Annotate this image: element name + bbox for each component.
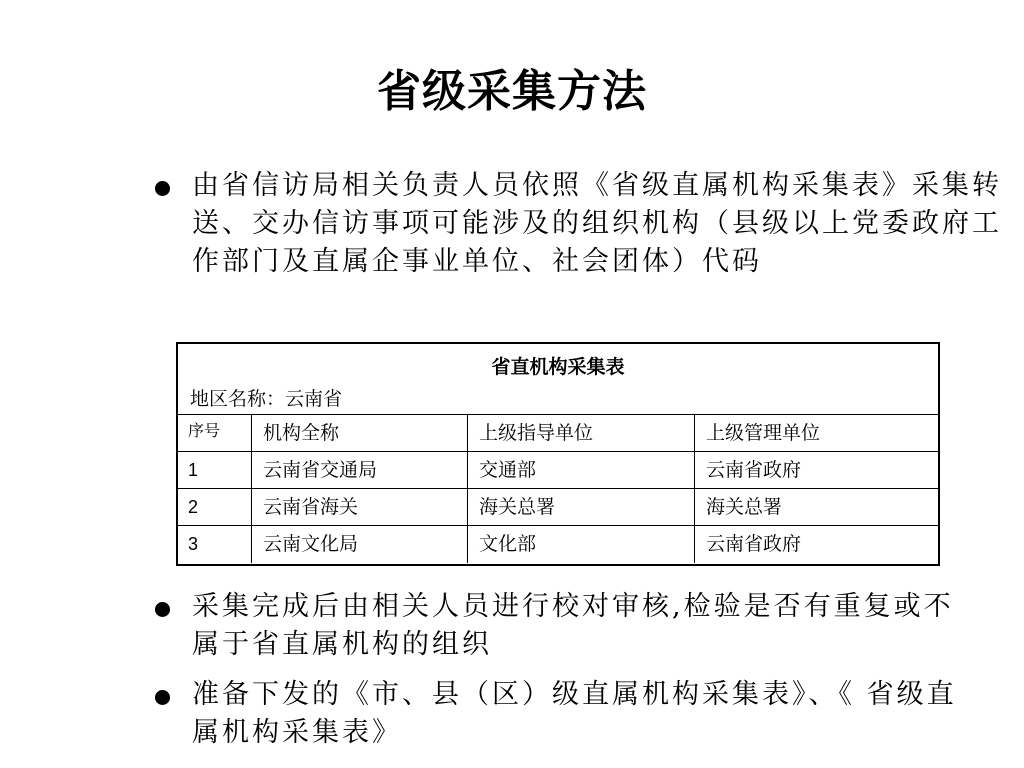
table-cell: 1 [178, 452, 252, 488]
table-cell: 云南文化局 [252, 526, 468, 563]
column-header: 上级管理单位 [706, 422, 821, 444]
table-row [178, 452, 938, 489]
bullet-dot-icon [155, 690, 170, 705]
bullet-text: 准备下发的《市、县（区）级直属机构采集表》、《 省级直属机构采集表》 [192, 679, 957, 748]
table-header-block [178, 344, 938, 415]
table-cell: 文化部 [468, 526, 695, 563]
table-cell: 云南省海关 [252, 489, 468, 525]
table-row [178, 526, 938, 563]
bullet-dot-icon [155, 181, 170, 196]
table-cell: 云南省政府 [706, 459, 802, 481]
bullet-text: 由省信访局相关负责人员依照《省级直属机构采集表》采集转送、交办信访事项可能涉及的组织机构（县级以上党委政府工作部门及直属企事业单位、社会团体）代码 [192, 170, 1002, 277]
column-header: 序号 [178, 415, 252, 451]
table-cell: 3 [178, 526, 252, 563]
bullet-item [155, 676, 975, 756]
collection-table [176, 342, 940, 566]
bullet-text: 采集完成后由相关人员进行校对审核,检验是否有重复或不属于省直属机构的组织 [192, 591, 954, 660]
column-header: 机构全称 [252, 415, 468, 451]
table-cell: 海关总署 [468, 489, 695, 525]
table-cell: 云南省交通局 [252, 452, 468, 488]
bullet-item [155, 588, 975, 668]
table-cell: 云南省政府 [706, 533, 802, 555]
bullet-dot-icon [155, 602, 170, 617]
table-row [178, 489, 938, 526]
table-region: 地区名称：云南省 [190, 388, 343, 410]
table-cell: 海关总署 [706, 496, 783, 518]
slide-title: 省级采集方法 [377, 66, 647, 117]
bullet-item [155, 167, 1015, 327]
table-header-row [178, 415, 938, 452]
table-cell: 2 [178, 489, 252, 525]
table-cell: 交通部 [468, 452, 695, 488]
table-title: 省直机构采集表 [491, 356, 625, 378]
column-header: 上级指导单位 [468, 415, 695, 451]
